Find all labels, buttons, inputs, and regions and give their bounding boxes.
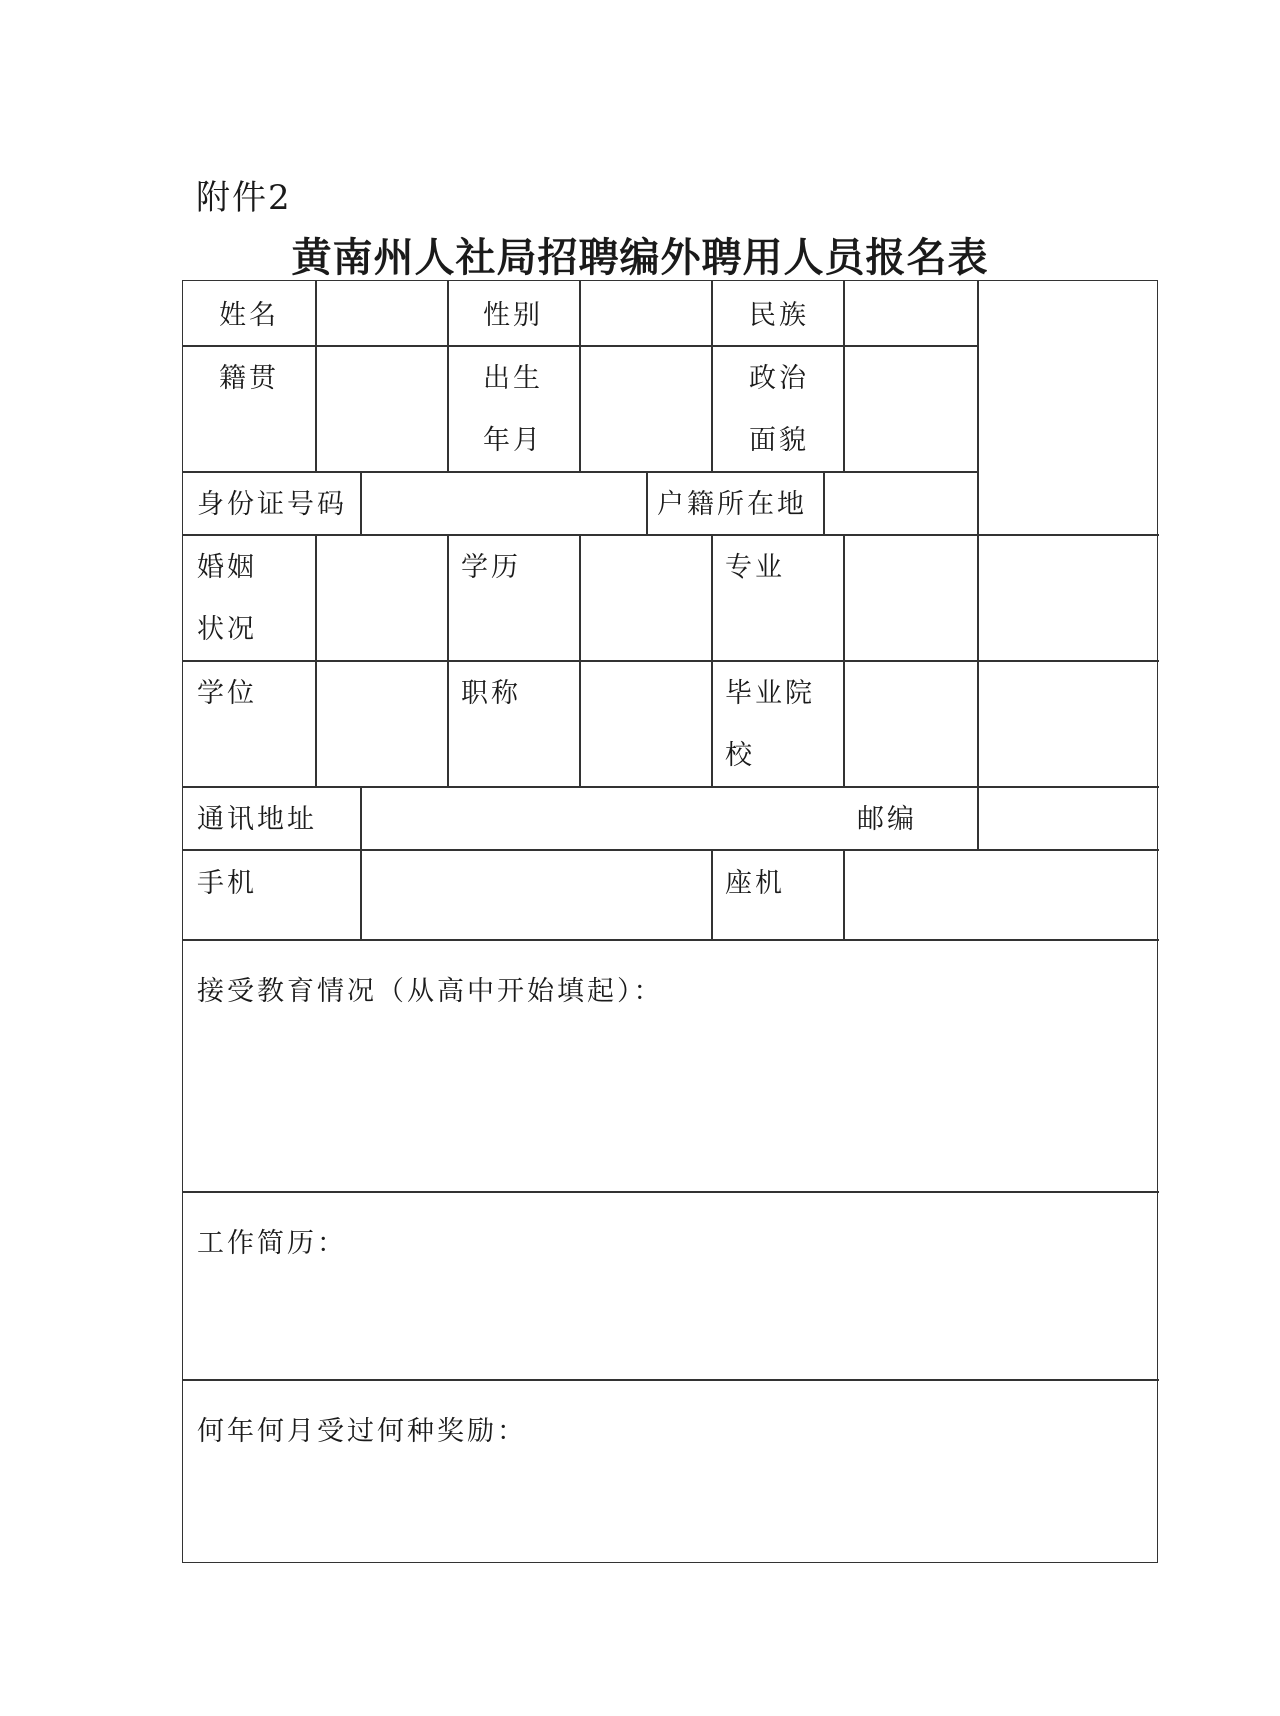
work-history-label: 工作简历： [197,1228,347,1259]
school-label-line1: 毕业院 [725,678,815,709]
school-label-line2: 校 [725,740,755,771]
postcode-field[interactable] [979,788,1157,848]
birth-date-field[interactable] [581,347,709,469]
attachment-label: 附件2 [196,178,292,218]
work-history-field[interactable] [185,1263,1157,1377]
id-number-field[interactable] [362,473,644,533]
political-status-field[interactable] [845,347,975,469]
column-divider [447,534,449,786]
name-field[interactable] [317,283,445,343]
row-divider [183,1379,1159,1381]
education-history-label: 接受教育情况（从高中开始填起）： [197,976,664,1007]
landline-field[interactable] [845,851,1157,937]
household-field[interactable] [825,473,975,533]
postcode-label: 邮编 [857,804,917,835]
column-divider [646,471,648,534]
name-label: 姓名 [219,300,279,331]
awards-field[interactable] [185,1451,1157,1561]
ethnicity-field[interactable] [845,283,975,343]
column-divider [711,849,713,939]
gender-label: 性别 [483,300,543,331]
ethnicity-label: 民族 [749,300,809,331]
major-label: 专业 [725,552,785,583]
address-label: 通讯地址 [197,804,317,835]
education-field[interactable] [581,536,709,658]
household-label: 户籍所在地 [657,489,807,520]
gender-field[interactable] [581,283,709,343]
row-divider [183,939,1159,941]
marital-label-line1: 婚姻 [197,552,257,583]
professional-title-label: 职称 [461,678,521,709]
political-label-line1: 政治 [749,363,809,394]
education-label: 学历 [461,552,521,583]
major-field[interactable] [845,536,975,658]
native-place-field[interactable] [317,347,445,469]
political-label-line2: 面貌 [749,425,809,456]
id-number-label: 身份证号码 [197,489,347,520]
degree-field[interactable] [317,662,445,784]
mobile-field[interactable] [362,851,709,937]
address-field[interactable] [362,788,841,848]
birth-label-line1: 出生 [483,363,543,394]
education-history-field[interactable] [185,1011,1157,1189]
awards-label: 何年何月受过何种奖励： [197,1416,527,1447]
column-divider [447,281,449,471]
photo-area[interactable] [979,283,1157,534]
birth-label-line2: 年月 [483,425,543,456]
column-divider [711,534,713,786]
marital-label-line2: 状况 [197,614,257,645]
degree-label: 学位 [197,678,257,709]
form-title: 黄南州人社局招聘编外聘用人员报名表 [291,234,989,281]
row-divider [183,1191,1159,1193]
school-field[interactable] [845,662,975,784]
native-place-label: 籍贯 [219,363,279,394]
landline-label: 座机 [725,868,785,899]
marital-field[interactable] [317,536,445,658]
registration-form-table [182,280,1158,1563]
mobile-label: 手机 [197,868,257,899]
column-divider [711,281,713,471]
professional-title-field[interactable] [581,662,709,784]
